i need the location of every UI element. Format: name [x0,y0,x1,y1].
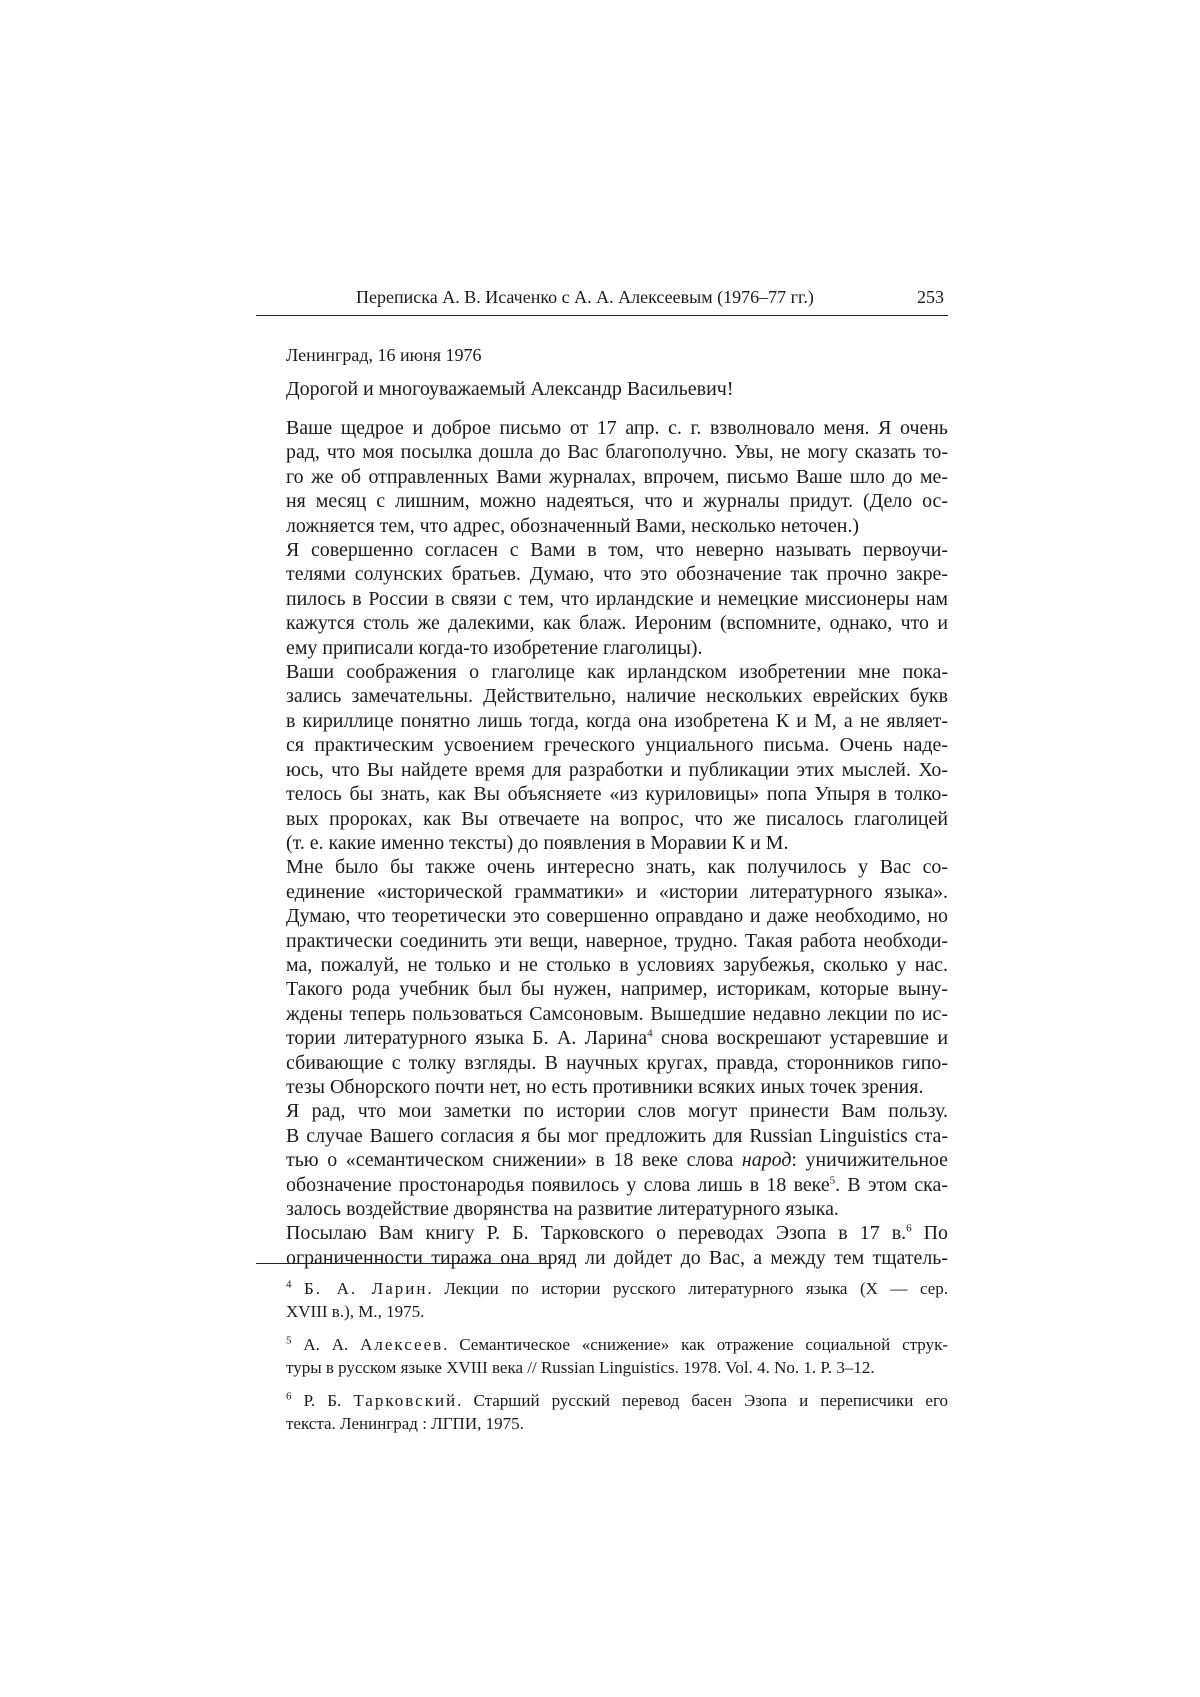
italic-word: народ [741,1149,792,1172]
paragraph-6: Посылаю Вам книгу Р. Б. Тарковского о переводах Эзопа в 17 в.$^6$ По ограниченности тиража она вряд ли дойдет до Вас, а между тем тщатель- [286,1222,948,1269]
footnote-6: $^6$ Р. Б. Тарковский. Старший русский перевод басен Эзопа и переписчики его текста. Ленинград : ЛГПИ, 1975. [286,1390,948,1433]
footnote-ref-4[interactable]: 4 [647,1027,653,1040]
footnote-separator [256,1263,552,1264]
footnote-ref-5[interactable]: 5 [829,1173,836,1186]
footnote-5: $^5$ А. А. Алексеев. Семантическое «снижение» как отражение социальной струк- туры в русском языке XVIII века // Russian Linguistics. 1978. Vol. 4. No. 1. P. 3–12. [286,1334,948,1377]
footnotes [256,1277,948,1445]
letter-body [256,416,948,1270]
footnote-4: $^4$ Б. А. Ларин. Лекции по истории русского литературного языка (X — сер. XVIII в.), М., 1975. [286,1278,949,1321]
letter-place-date: Ленинград, 16 июня 1976 [286,345,482,365]
paragraph-2: Я совершенно согласен с Вами в том, что неверно называть первоучи- телями солунских братьев. Думаю, что это обозначение так прочно закре- пилось в России в связи с тем, что ирландские и немецкие миссионеры нам кажутся столь же далекими, как блаж. Иероним (вспомните, однако, что и ему приписали когда-то изобретение глаголицы). [286,539,948,659]
running-title: Переписка А. В. Исаченко с А. А. Алексеевым (1976–77 гг.) [356,287,814,307]
paragraph-4: Мне было бы также очень интересно знать, как получилось у Вас со- единение «исторической грамматики» и «истории литературного языка». Думаю, что теоретически это совершенно оправдано и даже необходимо, но практически соединить эти вещи, наверное, трудно. Такая работа необходи- ма, пожалуй, не только и не столько в условиях зарубежья, сколько у нас. Такого рода учебник был бы нужен, например, историкам, которые выну- ждены теперь пользоваться Самсоновым. Вышедшие недавно лекции по ис- тории литературного языка Б. А. Ларина$^4$ снова воскрешают устаревшие и сбивающие с толку взгляды. В научных кругах, правда, сторонников гипо- тезы Обнорского почти нет, но есть противники всяких иных точек зрения. [286,856,948,1098]
paragraph-1: Ваше щедрое и доброе письмо от 17 апр. с. г. взволновало меня. Я очень рад, что моя посылка дошла до Вас благополучно. Увы, не могу сказать то- го же об отправленных Вами журналах, впрочем, письмо Ваше шло до ме- ня месяц с лишним, можно надеяться, что и журналы придут. (Дело ос- ложняется тем, что адрес, обозначенный Вами, несколько неточен.) [286,417,948,537]
running-header [256,287,948,316]
paragraph-5: Я рад, что мои заметки по истории слов могут принести Вам пользу. В случае Вашего согласия я бы мог предложить для Russian Linguistics ста- тью о «семантическом снижении» в 18 веке слова народ: уничижительное обозначение простонародья появилось у слова лишь в 18 веке$^5$. В этом ска- залось воздействие дворянства на развитие литературного языка. [286,1100,949,1220]
page-number: 253 [917,287,944,307]
letter-salutation: Дорогой и многоуважаемый Александр Васильевич! [286,378,734,400]
paragraph-3: Ваши соображения о глаголице как ирландском изобретении мне пока- зались замечательны. Действительно, наличие нескольких еврейских букв в кириллице понятно лишь тогда, когда она изобретена К и М, а не являет- ся практическим усвоением греческого унциального письма. Очень наде- юсь, что Вы найдете время для разработки и публикации этих мыслей. Хо- телось бы знать, как Вы объясняете «из куриловицы» попа Упыря в толко- вых пророках, как Вы отвечаете на вопрос, что же писалось глаголицей (т. е. какие именно тексты) до появления в Моравии К и М. [286,661,948,854]
footnote-ref-6[interactable]: 6 [906,1222,912,1235]
